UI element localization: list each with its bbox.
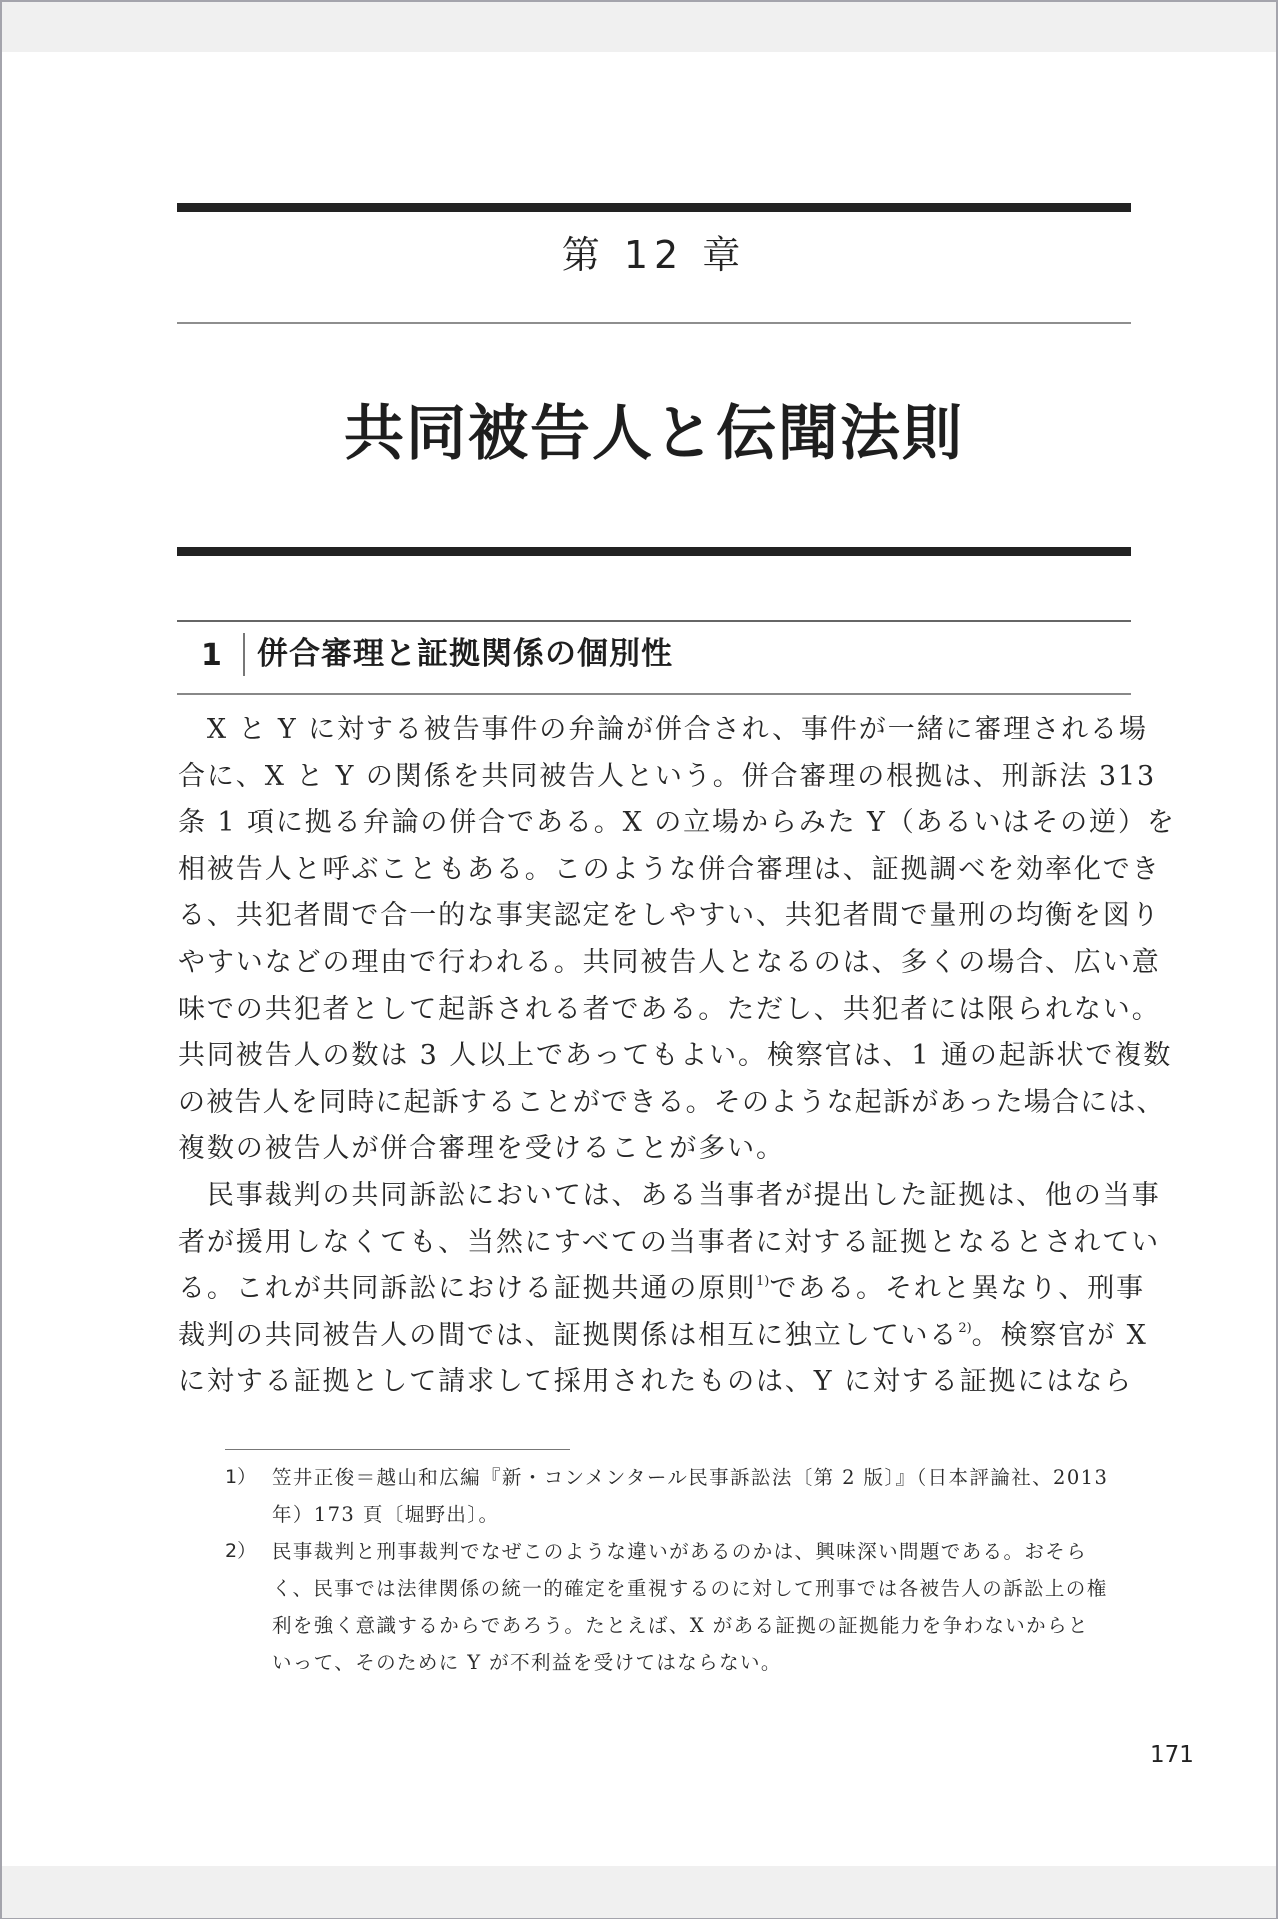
body-line: に対する証拠として請求して採用されたものは、Y に対する証拠にはなら <box>178 1366 1134 1398</box>
footnote-line: いって、そのために Y が不利益を受けてはならない。 <box>272 1651 782 1674</box>
chapter-top-rule <box>177 203 1131 212</box>
chapter-bottom-rule <box>177 547 1131 556</box>
footnote-line: 民事裁判と刑事裁判でなぜこのような違いがあるのかは、興味深い問題である。おそら <box>272 1540 1088 1563</box>
body-text-fragment: る。これが共同訴訟における証拠共通の原則 <box>178 1273 756 1305</box>
body-line: の被告人を同時に起訴することができる。そのような起訴があった場合には、 <box>178 1086 1165 1118</box>
footnote-1 <box>225 1459 1135 1533</box>
body-line: 者が援用しなくても、当然にすべての当事者に対する証拠となるとされてい <box>178 1226 1161 1258</box>
footnote-2 <box>225 1533 1135 1681</box>
body-text-fragment: 。検察官が X <box>971 1319 1148 1351</box>
footnote-number: 2） <box>225 1540 257 1562</box>
body-line: 複数の被告人が併合審理を受けることが多い。 <box>178 1133 785 1165</box>
body-line: X と Y に対する被告事件の弁論が併合され、事件が一緒に審理される場 <box>178 714 1148 745</box>
footnote-line: く、民事では法律関係の統一的確定を重視するのに対して刑事では各被告人の訴訟上の権 <box>272 1577 1108 1600</box>
body-line: る、共犯者間で合一的な事実認定をしやすい、共犯者間で量刑の均衡を図り <box>178 900 1161 932</box>
body-line <box>178 1313 1148 1360</box>
viewer-bottom-band <box>2 1866 1276 1918</box>
body-line: 民事裁判の共同訴訟においては、ある当事者が提出した証拠は、他の当事 <box>178 1179 1161 1211</box>
body-line: 相被告人と呼ぶこともある。このような併合審理は、証拠調べを効率化でき <box>178 853 1161 885</box>
body-text <box>178 707 1176 1406</box>
chapter-divider-rule <box>177 322 1131 324</box>
body-text-fragment: 裁判の共同被告人の間では、証拠関係は相互に独立している <box>178 1319 959 1351</box>
footnote-separator <box>225 1449 570 1450</box>
body-line: 共同被告人の数は 3 人以上であってもよい。検察官は、1 通の起訴状で複数 <box>178 1040 1173 1072</box>
footnotes <box>225 1459 1135 1681</box>
section-heading <box>177 620 1131 695</box>
viewer-top-band <box>2 2 1276 52</box>
footnote-ref-2[interactable]: 2) <box>958 1320 972 1336</box>
footnote-line: 笠井正俊＝越山和広編『新・コンメンタール民事訴訟法〔第 2 版〕』（日本評論社、2013 <box>272 1466 1109 1489</box>
section-separator <box>243 633 245 676</box>
footnote-ref-1[interactable]: 1) <box>756 1274 770 1290</box>
chapter-title: 共同被告人と伝聞法則 <box>344 399 964 469</box>
body-line: 味での共犯者として起訴される者である。ただし、共犯者には限られない。 <box>178 993 1161 1025</box>
section-number: 1 <box>201 638 222 673</box>
footnote-line: 利を強く意識するからであろう。たとえば、X がある証拠の証拠能力を争わないからと <box>272 1614 1089 1637</box>
page-number: 171 <box>1150 1742 1194 1768</box>
body-text-fragment: である。それと異なり、刑事 <box>769 1273 1146 1305</box>
body-line: やすいなどの理由で行われる。共同被告人となるのは、多くの場合、広い意 <box>178 946 1161 978</box>
footnote-number: 1） <box>225 1466 257 1488</box>
chapter-label: 第 12 章 <box>561 233 747 277</box>
body-line: 条 1 項に拠る弁論の併合である。X の立場からみた Y（あるいはその逆）を <box>178 807 1176 839</box>
footnote-line: 年）173 頁〔堀野出〕。 <box>272 1503 500 1526</box>
body-line <box>178 1266 1146 1313</box>
body-line: 合に、X と Y の関係を共同被告人という。併合審理の根拠は、刑訴法 313 <box>178 760 1157 792</box>
section-title: 併合審理と証拠関係の個別性 <box>257 636 673 672</box>
